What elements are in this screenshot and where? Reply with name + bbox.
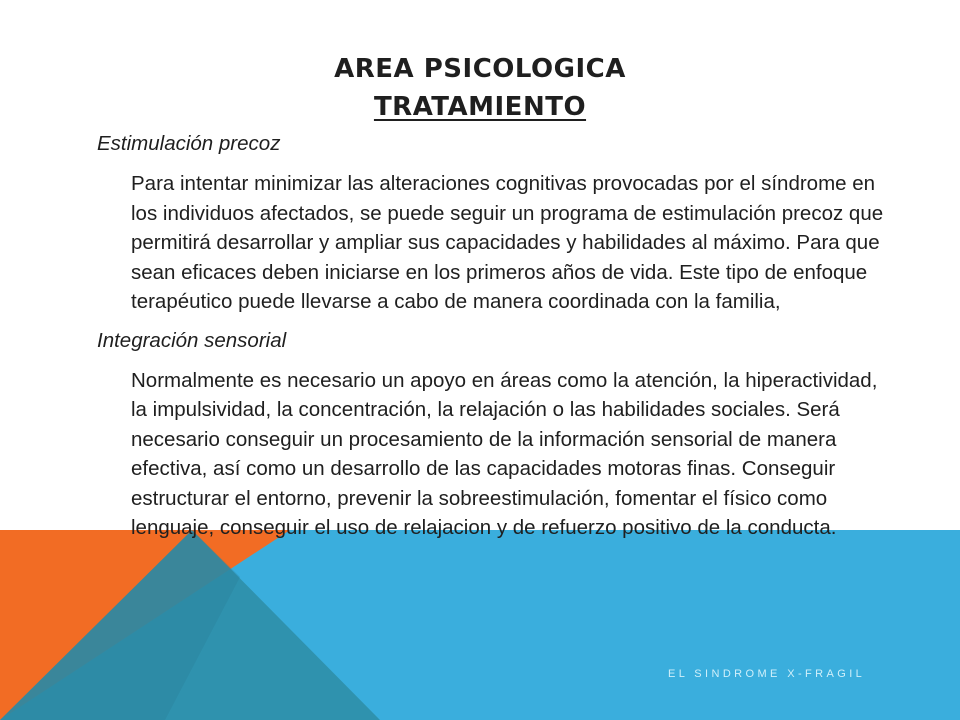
section-heading-estimulacion: Estimulación precoz	[97, 132, 281, 155]
section-heading-integracion: Integración sensorial	[97, 328, 287, 352]
slide-title	[0, 50, 960, 126]
section-body-integracion: Normalmente es necesario un apoyo en áreas como la atención, la hiperactividad, la impulsividad, la concentración, la relajación o las habilidades sociales. Será necesario conseguir un procesamiento de la información sensorial de manera efectiva, así como un desarrollo de las capacidades motoras finas. Conseguir estructurar el entorno, prevenir la sobreestimulación, fomentar el físico como lenguaje, conseguir el uso de relajacion y de refuerzo positivo de la conducta.	[131, 368, 878, 539]
section-body-estimulacion: Para intentar minimizar las alteraciones cognitivas provocadas por el síndrome en los individuos afectados, se puede seguir un programa de estimulación precoz que permitirá desarrollar y ampliar sus capacidades y habilidades al máximo. Para que sean eficaces deben iniciarse en los primeros años de vida. Este tipo de enfoque terapéutico puede llevarse a cabo de manera coordinada con la familia,	[131, 172, 884, 313]
footer-label: EL SINDROME X-FRAGIL	[668, 668, 866, 680]
title-line-2: TRATAMIENTO	[373, 92, 587, 122]
slide-content	[97, 124, 887, 551]
title-line-1: AREA PSICOLOGICA	[334, 54, 626, 84]
